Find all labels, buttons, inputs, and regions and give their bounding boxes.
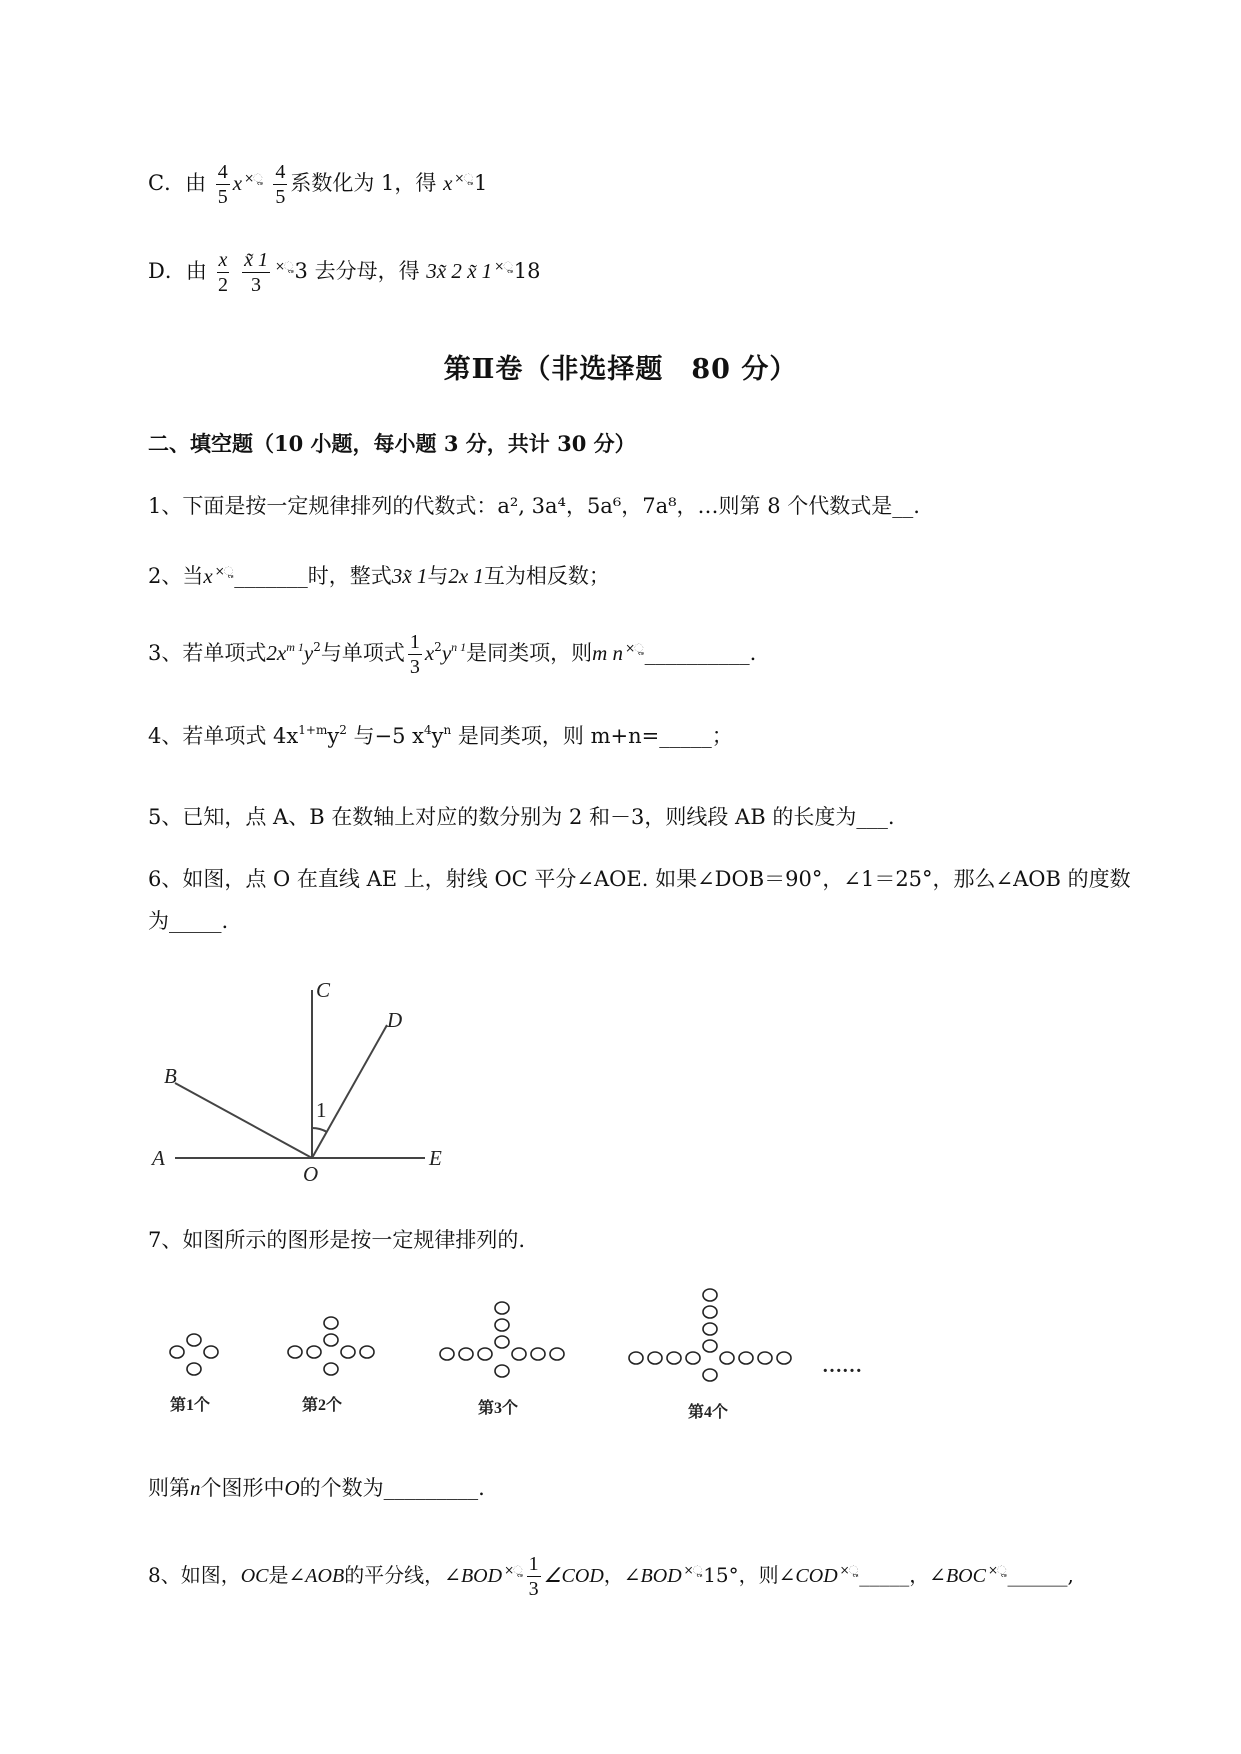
pattern-4-circle <box>686 1352 700 1364</box>
pattern-4-circle <box>703 1306 717 1318</box>
ray-od <box>312 1025 387 1158</box>
pattern-3-circle <box>495 1365 509 1377</box>
pattern-4-circle <box>648 1352 662 1364</box>
pattern-1-circle <box>204 1346 218 1358</box>
label-b: B <box>164 1064 177 1088</box>
pattern-4-circle <box>703 1289 717 1301</box>
pattern-3-circle <box>512 1348 526 1360</box>
pattern-4-circle <box>703 1369 717 1381</box>
pattern-3-circle <box>531 1348 545 1360</box>
pattern-3-circle <box>495 1302 509 1314</box>
pattern-3-circle <box>550 1348 564 1360</box>
label-a: A <box>152 1146 165 1170</box>
pattern-3-circle <box>459 1348 473 1360</box>
question-8: 8、如图，OC是∠AOB的平分线，∠BOD ×ૢ $\frac{1}{3}$ ∠COD，∠BOD ×ૢ 15°，则∠COD ×ૢ _____，∠BOC ×ૢ ______, <box>148 1553 1074 1600</box>
fraction: $\frac{x̃ 1}{3}$ <box>244 249 268 296</box>
question-1: 1、下面是按一定规律排列的代数式：a², 3a⁴，5a⁶，7a⁸，…则第 8 个代数式是__. <box>148 494 920 518</box>
pattern-3-circle <box>495 1336 509 1348</box>
label-angle-1: 1 <box>316 1098 327 1122</box>
pattern-4-circle <box>667 1352 681 1364</box>
caption-3: 第3个 <box>478 1400 519 1417</box>
caption-2: 第2个 <box>302 1397 343 1414</box>
question-7-answer: 则第n个图形中O的个数为_________. <box>148 1476 485 1500</box>
label-d: D <box>387 1008 403 1032</box>
answer-blank[interactable]: ______, <box>1007 1563 1074 1587</box>
question-5: 5、已知，点 A、B 在数轴上对应的数分别为 2 和－3，则线段 AB 的长度为___. <box>148 805 895 829</box>
ellipsis: …… <box>822 1355 862 1377</box>
pattern-4-circle <box>777 1352 791 1364</box>
angle-figure <box>140 975 470 1200</box>
part-title: 第Ⅱ卷（非选择题 80 分） <box>443 354 798 385</box>
pattern-1-circle <box>170 1346 184 1358</box>
pattern-4-circle <box>629 1352 643 1364</box>
angle-1-arc <box>312 1128 327 1132</box>
fraction: $\frac{4}{5}$ <box>275 161 286 208</box>
circle-pattern-figure <box>150 1280 890 1425</box>
question-6-line-1: 6、如图，点 O 在直线 AE 上，射线 OC 平分∠AOE. 如果∠DOB＝90°，∠1＝25°，那么∠AOB 的度数 <box>148 867 1131 891</box>
fraction: $\frac{x}{2}$ <box>217 249 228 296</box>
label-o: O <box>303 1162 319 1186</box>
fraction: $\frac{1}{3}$ <box>528 1553 539 1600</box>
pattern-3-circle <box>495 1319 509 1331</box>
section-title: 二、填空题（10 小题，每小题 3 分，共计 30 分） <box>148 431 636 456</box>
pattern-3-circle <box>440 1348 454 1360</box>
answer-blank[interactable]: _______ <box>234 564 308 588</box>
caption-4: 第4个 <box>688 1404 729 1421</box>
fraction: $\frac{4}{5}$ <box>217 161 228 208</box>
label-e: E <box>429 1146 442 1170</box>
pattern-2-circle <box>307 1346 321 1358</box>
option-c: C．由 $\frac{4}{5}$ x ×ૢ $\frac{4}{5}$ 系数化为 1，得 x ×ૢ1 <box>148 161 488 208</box>
pattern-2-circle <box>360 1346 374 1358</box>
pattern-1-circle <box>187 1363 201 1375</box>
answer-blank[interactable]: _____ <box>859 1563 910 1587</box>
pattern-4-circle <box>703 1340 717 1352</box>
option-c-label: C．由 <box>148 171 207 195</box>
label-c: C <box>316 978 331 1002</box>
answer-blank[interactable]: __________ <box>644 641 750 665</box>
pattern-4-circle <box>703 1323 717 1335</box>
question-2: 2、当x ×ૢ_______时，整式3x̃ 1与2x 1互为相反数； <box>148 564 610 588</box>
pattern-2-circle <box>324 1334 338 1346</box>
pattern-2-circle <box>288 1346 302 1358</box>
pattern-1-circle <box>187 1334 201 1346</box>
question-7: 7、如图所示的图形是按一定规律排列的. <box>148 1228 526 1252</box>
question-4: 4、若单项式 $4x^{1+m}y^2$ 与−5 $x^4y^n$ 是同类项，则 m+n=_____； <box>148 723 733 748</box>
pattern-2-circle <box>324 1363 338 1375</box>
caption-1: 第1个 <box>170 1397 211 1414</box>
fraction: $\frac{1}{3}$ <box>409 631 420 678</box>
ray-ob <box>175 1083 312 1158</box>
option-d-label: D．由 <box>148 259 207 283</box>
question-3: 3、若单项式$2x^{m 1}y^2$与单项式 $\frac{1}{3}$ $x^2y^{n 1}$是同类项，则m n ×ૢ__________. <box>148 631 757 678</box>
pattern-2-circle <box>341 1346 355 1358</box>
question-6-line-2: 为_____. <box>148 909 229 933</box>
pattern-4-circle <box>739 1352 753 1364</box>
pattern-3-circle <box>478 1348 492 1360</box>
pattern-2-circle <box>324 1317 338 1329</box>
pattern-4-circle <box>758 1352 772 1364</box>
pattern-4-circle <box>720 1352 734 1364</box>
option-d: D．由 $\frac{x}{2}$ $\frac{x̃ 1}{3}$ ×ૢ3 去分母，得 3x̃ 2 x̃ 1 ×ૢ18 <box>148 249 541 296</box>
